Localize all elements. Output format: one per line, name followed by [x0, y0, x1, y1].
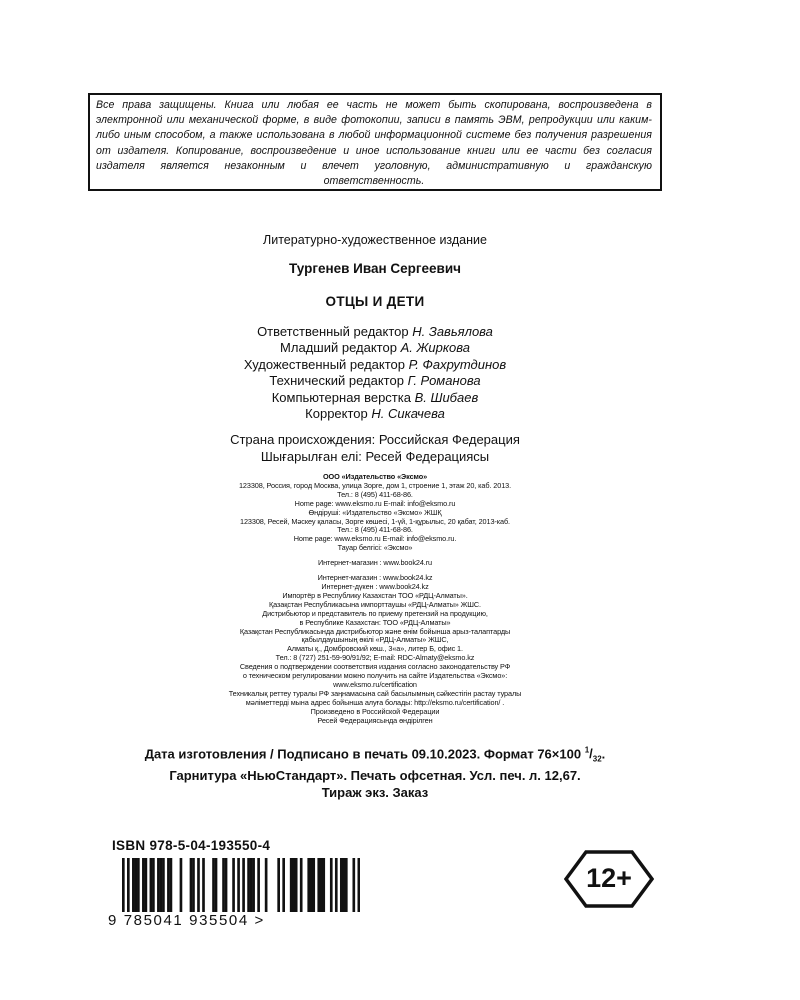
staff-role: Корректор	[305, 406, 368, 422]
staff-row	[0, 406, 750, 422]
publisher-info-line: Интернет-магазин : www.book24.ru	[317, 558, 433, 568]
publisher-info-line: ООО «Издательство «Эксмо»	[322, 472, 428, 481]
publisher-info-line: Home page: www.eksmo.ru E-mail: info@eksmo.ru	[294, 498, 456, 508]
isbn-barcode	[122, 858, 360, 912]
publisher-info-line: Ресей Федерациясында өндірілген	[317, 715, 433, 725]
publisher-info-line: Тел.: 8 (495) 411-68-86.	[337, 489, 413, 499]
staff-role: Младший редактор	[280, 340, 397, 356]
copyright-notice-box	[88, 93, 662, 191]
origin-kz: Шығарылған елі: Ресей Федерациясы	[260, 448, 490, 464]
staff-name: В. Шибаев	[414, 389, 479, 405]
staff-row	[0, 390, 750, 406]
edition-type: Литературно-художественное издание	[263, 233, 487, 247]
country-of-origin	[0, 432, 750, 465]
staff-name: Н. Завьялова	[412, 324, 493, 339]
format-denominator: 32	[592, 754, 602, 764]
publisher-info-line: Тауар белгісі: «Эксмо»	[337, 543, 413, 553]
staff-name: Н. Сикачева	[371, 406, 445, 422]
publisher-info-line: Өндіруші: «Издательство «Эксмо» ЖШҚ	[308, 507, 442, 517]
staff-role: Ответственный редактор	[257, 324, 409, 339]
publisher-info-line: в Республике Казахстан: ТОО «РДЦ-Алматы»	[299, 617, 451, 627]
publisher-info-line: Произведено в Российской Федерации	[310, 706, 440, 716]
publisher-info-line: Тел.: 8 (495) 411-68-86.	[337, 525, 413, 535]
publisher-info-line: Home page: www.eksmo.ru E-mail: info@eksmo.ru.	[293, 534, 457, 544]
format-numerator: 1	[584, 746, 590, 755]
publisher-info-line: о техническом регулировании можно получить на сайте Издательства «Эксмо»:	[242, 671, 508, 681]
author-name: Тургенев Иван Сергеевич	[289, 261, 461, 276]
publisher-info-line: 123308, Ресей, Мәскеу қаласы, Зорге көшесі, 1-үй, 1-құрылыс, 20 қабат, 2013-каб.	[240, 516, 510, 526]
publisher-info-line: Сведения о подтверждении соответствия издания согласно законодательству РФ	[239, 662, 511, 672]
publisher-info-line: Қазақстан Республикасына импорттаушы «РДЦ-Алматы» ЖШС.	[269, 599, 481, 609]
age-rating-badge	[564, 850, 654, 908]
publisher-info	[0, 473, 750, 725]
publisher-info-line: Интернет-дүкен : www.book24.kz	[321, 581, 429, 591]
publisher-info-line: Алматы қ., Домбровский көш., 3«а», литер Б, офис 1.	[287, 644, 463, 654]
age-rating-label: 12+	[586, 863, 632, 893]
production-line-1-end: .	[601, 746, 606, 762]
book-title: ОТЦЫ И ДЕТИ	[325, 294, 425, 309]
production-line-1	[0, 743, 750, 768]
staff-role: Технический редактор	[269, 373, 404, 389]
publisher-info-line: Тел.: 8 (727) 251-59-90/91/92; E-mail: RDC-Almaty@eksmo.kz	[275, 653, 475, 663]
production-line-3: Тираж экз. Заказ	[321, 784, 429, 800]
staff-name: А. Жиркова	[400, 340, 470, 356]
staff-role: Художественный редактор	[243, 356, 406, 372]
production-line-2: Гарнитура «НьюСтандарт». Печать офсетная. Усл. печ. л. 12,67.	[169, 768, 581, 784]
publisher-info-line: Дистрибьютор и представитель по приему претензий на продукцию,	[262, 608, 488, 618]
staff-row	[0, 340, 750, 356]
staff-row	[0, 357, 750, 373]
staff-row	[0, 373, 750, 389]
staff-name: Г. Романова	[407, 373, 481, 389]
publisher-info-line: қабылдаушының өкілі «РДЦ-Алматы» ЖШС,	[301, 635, 449, 645]
publisher-info-line: Техникалық реттеу туралы РФ заңнамасына сай басылымның сәйкестігін растау туралы	[228, 688, 522, 698]
production-details	[0, 743, 750, 801]
copyright-notice-text: Все права защищены. Книга или любая ее часть не может быть скопирована, воспроизведена в электронной или механической форме, в виде фотокопии, записи в память ЭВМ, репродукции или каким-либо иным способом, а также использована в любой информационной системе без получения разрешения от издателя. Копирование, воспроизведение и иное использование книги или ее части без согласия издателя является незаконным и влечет уголовную, административную и гражданскую ответственность.	[96, 99, 652, 188]
barcode-digits: 9 785041 935504 >	[108, 912, 265, 929]
origin-ru: Страна происхождения: Российская Федерация	[230, 432, 520, 447]
production-date-format: Дата изготовления / Подписано в печать 09.10.2023. Формат 76×100	[144, 746, 585, 762]
publisher-info-line: Қазақстан Республикасында дистрибьютор және өнім бойынша арыз-талаптарды	[239, 626, 511, 636]
publisher-info-line: 123308, Россия, город Москва, улица Зорге, дом 1, строение 1, этаж 20, каб. 2013.	[238, 480, 512, 490]
editorial-staff	[0, 324, 750, 422]
staff-row	[0, 324, 750, 340]
isbn-label: ISBN 978-5-04-193550-4	[112, 838, 271, 853]
staff-role: Компьютерная верстка	[271, 389, 411, 405]
publisher-info-line: www.eksmo.ru/certification	[333, 679, 417, 689]
publisher-info-line: Импортёр в Республику Казахстан ТОО «РДЦ-Алматы».	[282, 590, 468, 600]
publisher-info-line: Интернет-магазин : www.book24.kz	[317, 573, 433, 583]
publisher-info-line: мәліметтерді мына адрес бойынша алуға болады: http://eksmo.ru/certification/ .	[245, 697, 505, 707]
format-fraction: $^1/_{32}$	[584, 746, 602, 764]
staff-name: Р. Фахрутдинов	[408, 356, 507, 372]
